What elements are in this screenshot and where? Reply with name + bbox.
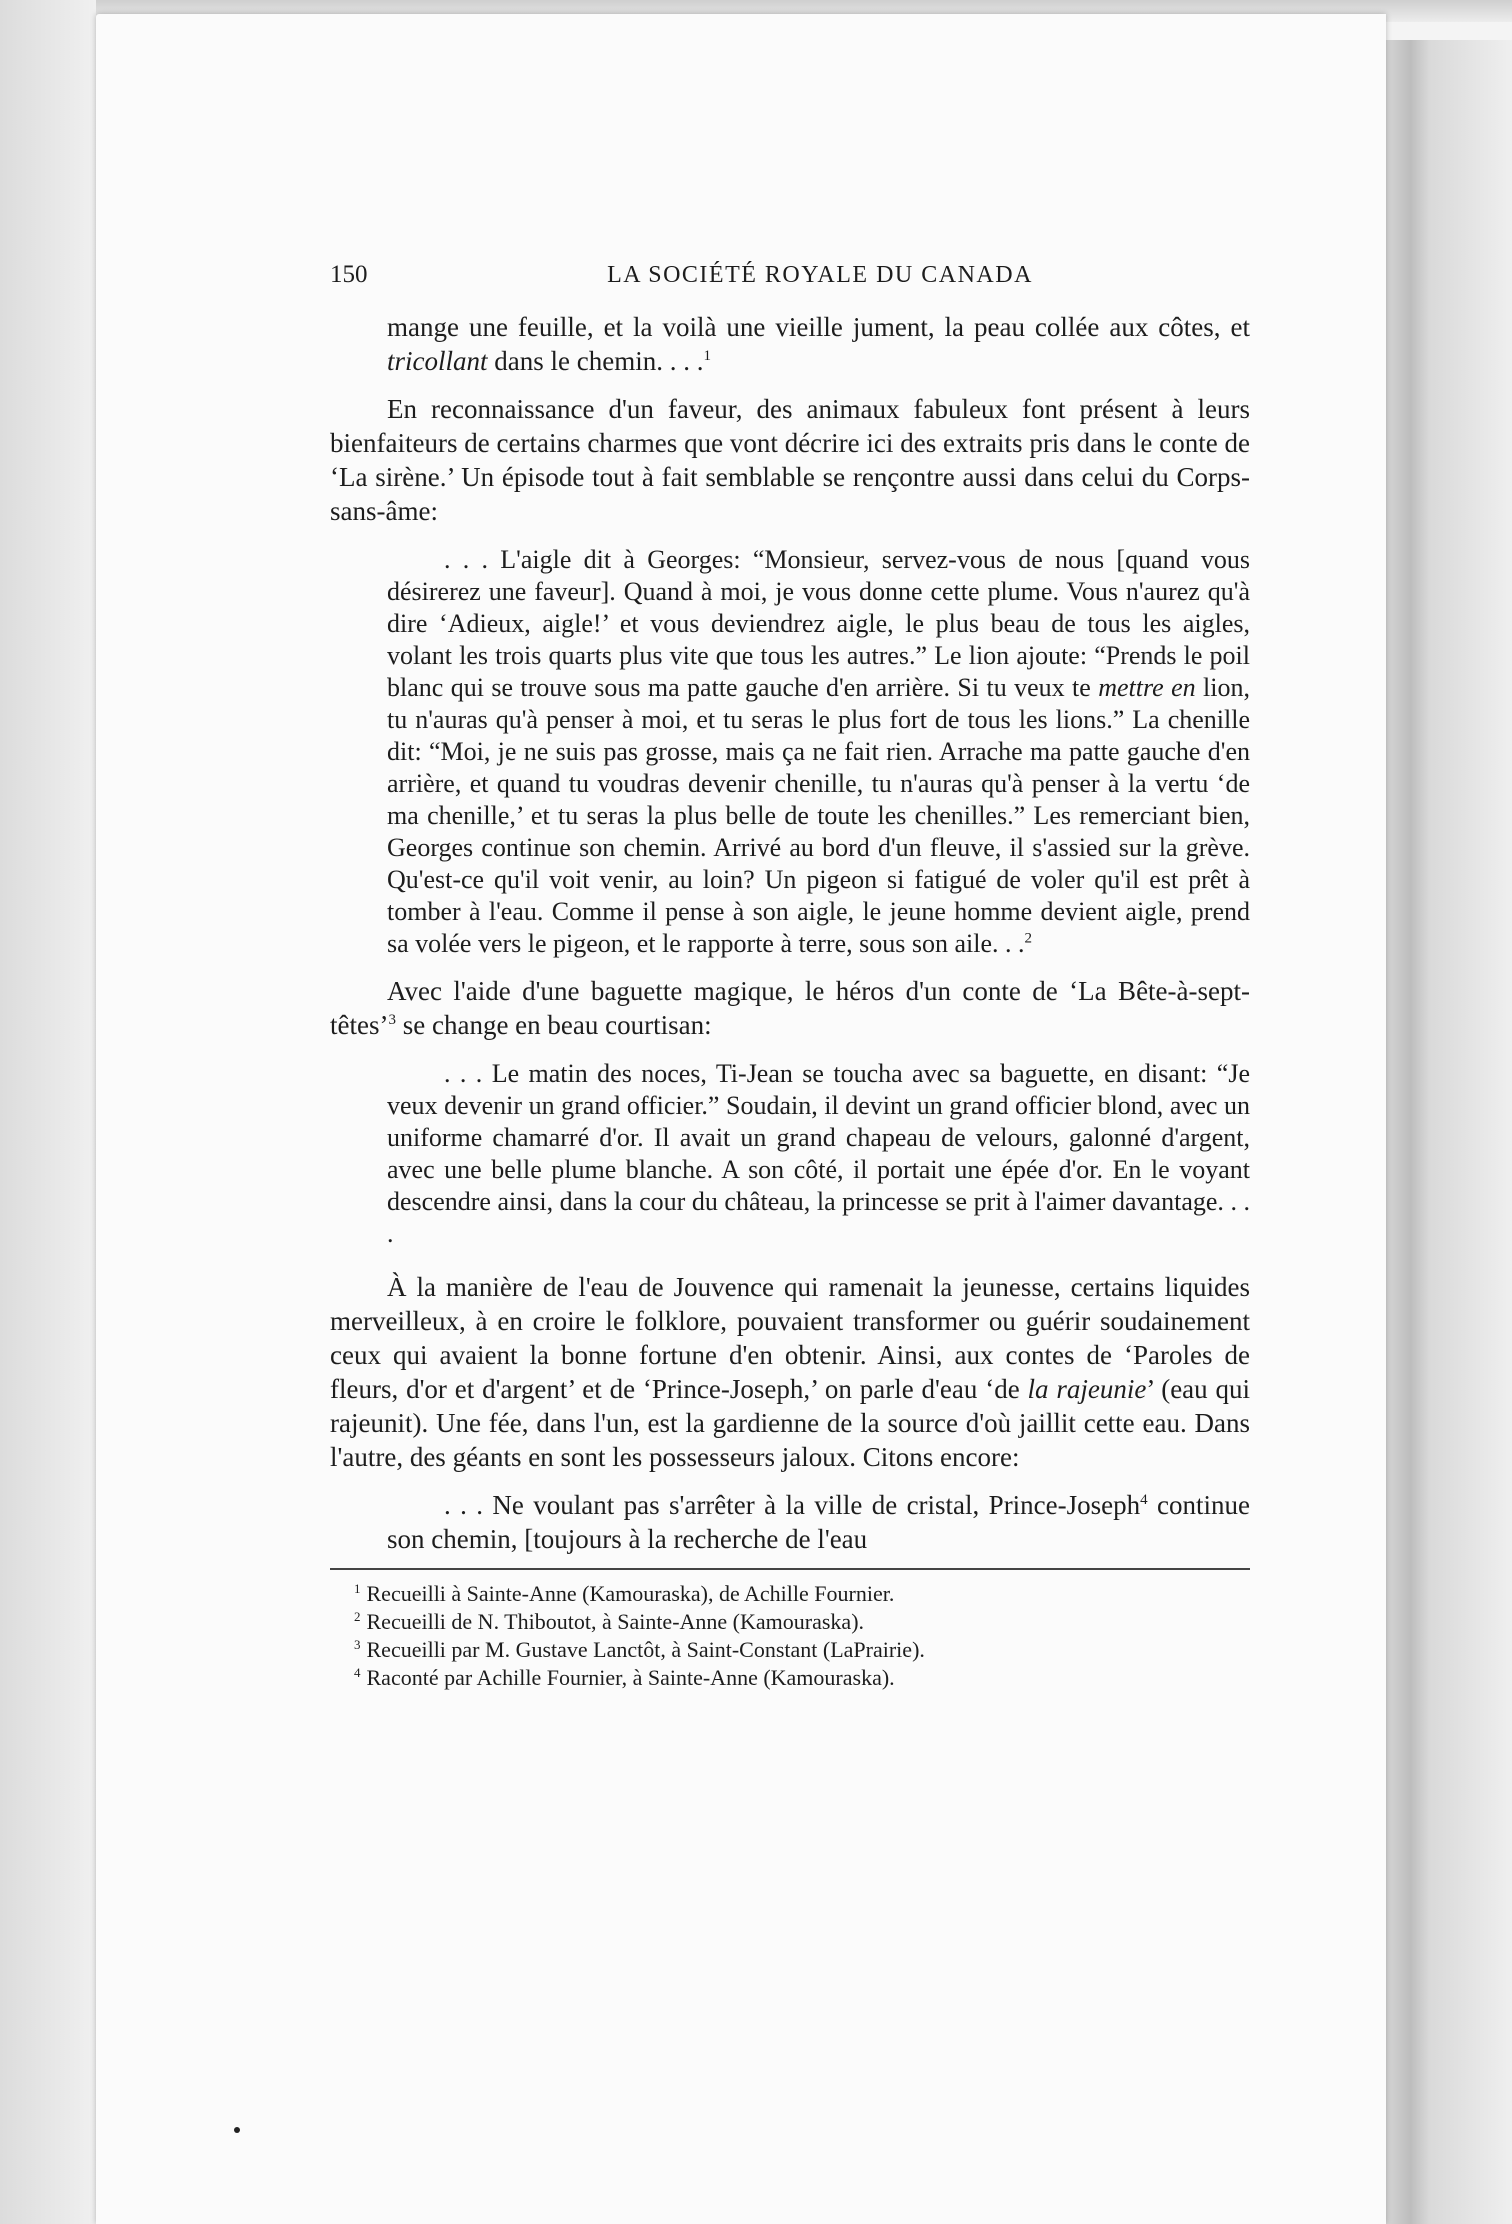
italic-term: la rajeunie [1027, 1374, 1147, 1404]
footnote-mark: 2 [354, 1608, 361, 1624]
footnote-mark: 3 [354, 1636, 361, 1652]
paragraph: En reconnaissance d'un faveur, des animaux fabuleux font présent à leurs bienfaiteurs de certains charmes que vont décrire ici des extraits pris dans le conte de ‘La sirène.’ Un épisode tout à fait semblable se rençontre aussi dans celui du Corps-sans-âme: [330, 394, 1250, 526]
footnote-ref: 3 [388, 1012, 396, 1028]
italic-term: mettre en [1098, 673, 1196, 702]
scan-speck [234, 2127, 240, 2133]
block-quote: . . . Ne voulant pas s'arrêter à la ville de cristal, Prince-Joseph$^4$ continue son chemin, [toujours à la recherche de l'eau [387, 1490, 1250, 1554]
italic-term: tricollant [387, 346, 488, 376]
footnote-divider [330, 1568, 1250, 1570]
footnote: $^2$ Recueilli de N. Thiboutot, à Sainte-Anne (Kamouraska). [354, 1608, 865, 1634]
footnote-mark: 1 [354, 1580, 361, 1596]
book-edge [1385, 40, 1512, 2224]
running-title: LA SOCIÉTÉ ROYALE DU CANADA [607, 262, 1033, 288]
footnote-ref: 2 [1024, 930, 1032, 947]
page-header [330, 258, 1250, 298]
footnote: $^1$ Recueilli à Sainte-Anne (Kamouraska), de Achille Fournier. [354, 1580, 895, 1606]
block-quote: . . . Le matin des noces, Ti-Jean se toucha avec sa baguette, en disant: “Je veux devenir un grand officier.” Soudain, il devint un grand officier blond, avec un uniforme chamarré d'or. Il avait un grand chapeau de velours, galonné d'argent, avec une belle plume blanche. A son côté, il portait une épée d'or. En le voyant descendre ainsi, dans la cour du château, la princesse se prit à l'aimer davantage. . . . [387, 1059, 1250, 1248]
paragraph: À la manière de l'eau de Jouvence qui ramenait la jeunesse, certains liquides merveilleux, à en croire le folklore, pouvaient transformer ou guérir soudainement ceux qui avaient la bonne fortune d'en obtenir. Ainsi, aux contes de ‘Paroles de fleurs, d'or et d'argent’ et de ‘Prince-Joseph,’ on parle d'eau ‘de la rajeunie’ (eau qui rajeunit). Une fée, dans l'un, est la gardienne de la source d'où jaillit cette eau. Dans l'autre, des géants en sont les possesseurs jaloux. Citons encore: [330, 1272, 1250, 1472]
footnote: $^3$ Recueilli par M. Gustave Lanctôt, à Saint-Constant (LaPrairie). [354, 1636, 925, 1662]
scan-border-left [0, 0, 96, 2224]
footnote-ref: 1 [703, 348, 711, 364]
page-number: 150 [330, 261, 368, 288]
page-content [330, 258, 1250, 1692]
footnote: $^4$ Raconté par Achille Fournier, à Sainte-Anne (Kamouraska). [354, 1664, 895, 1690]
paragraph-continued: mange une feuille, et la voilà une vieille jument, la peau collée aux côtes, et tricollant dans le chemin. . . .$^1$ [387, 312, 1250, 376]
footnotes [354, 1580, 1250, 1692]
footnote-ref: 4 [1140, 1492, 1148, 1508]
block-quote: . . . L'aigle dit à Georges: “Monsieur, servez-vous de nous [quand vous désirerez une faveur]. Quand à moi, je vous donne cette plume. Vous n'aurez qu'à dire ‘Adieux, aigle!’ et vous deviendrez aigle, le plus beau de tous les aigles, volant les trois quarts plus vite que tous les autres.” Le lion ajoute: “Prends le poil blanc qui se trouve sous ma patte gauche d'en arrière. Si tu veux te mettre en lion, tu n'auras qu'à penser à moi, et tu seras le plus fort de tous les lions.” La chenille dit: “Moi, je ne suis pas grosse, mais ça ne fait rien. Arrache ma patte gauche d'en arrière, et quand tu voudras devenir chenille, tu n'auras qu'à penser à la vertu ‘de ma chenille,’ et tu seras la plus belle de toute les chenilles.” Les remerciant bien, Georges continue son chemin. Arrivé au bord d'un fleuve, il s'assied sur la grève. Qu'est-ce qu'il voit venir, au loin? Un pigeon si fatigué de voler qu'il est prêt à tomber à l'eau. Comme il pense à son aigle, le jeune homme devient aigle, prend sa volée vers le pigeon, et le rapporte à terre, sous son aile. . .$^2$ [387, 545, 1250, 958]
footnote-mark: 4 [354, 1664, 361, 1680]
paragraph: Avec l'aide d'une baguette magique, le héros d'un conte de ‘La Bête-à-sept-têtes’$^3$ se change en beau courtisan: [330, 976, 1250, 1040]
